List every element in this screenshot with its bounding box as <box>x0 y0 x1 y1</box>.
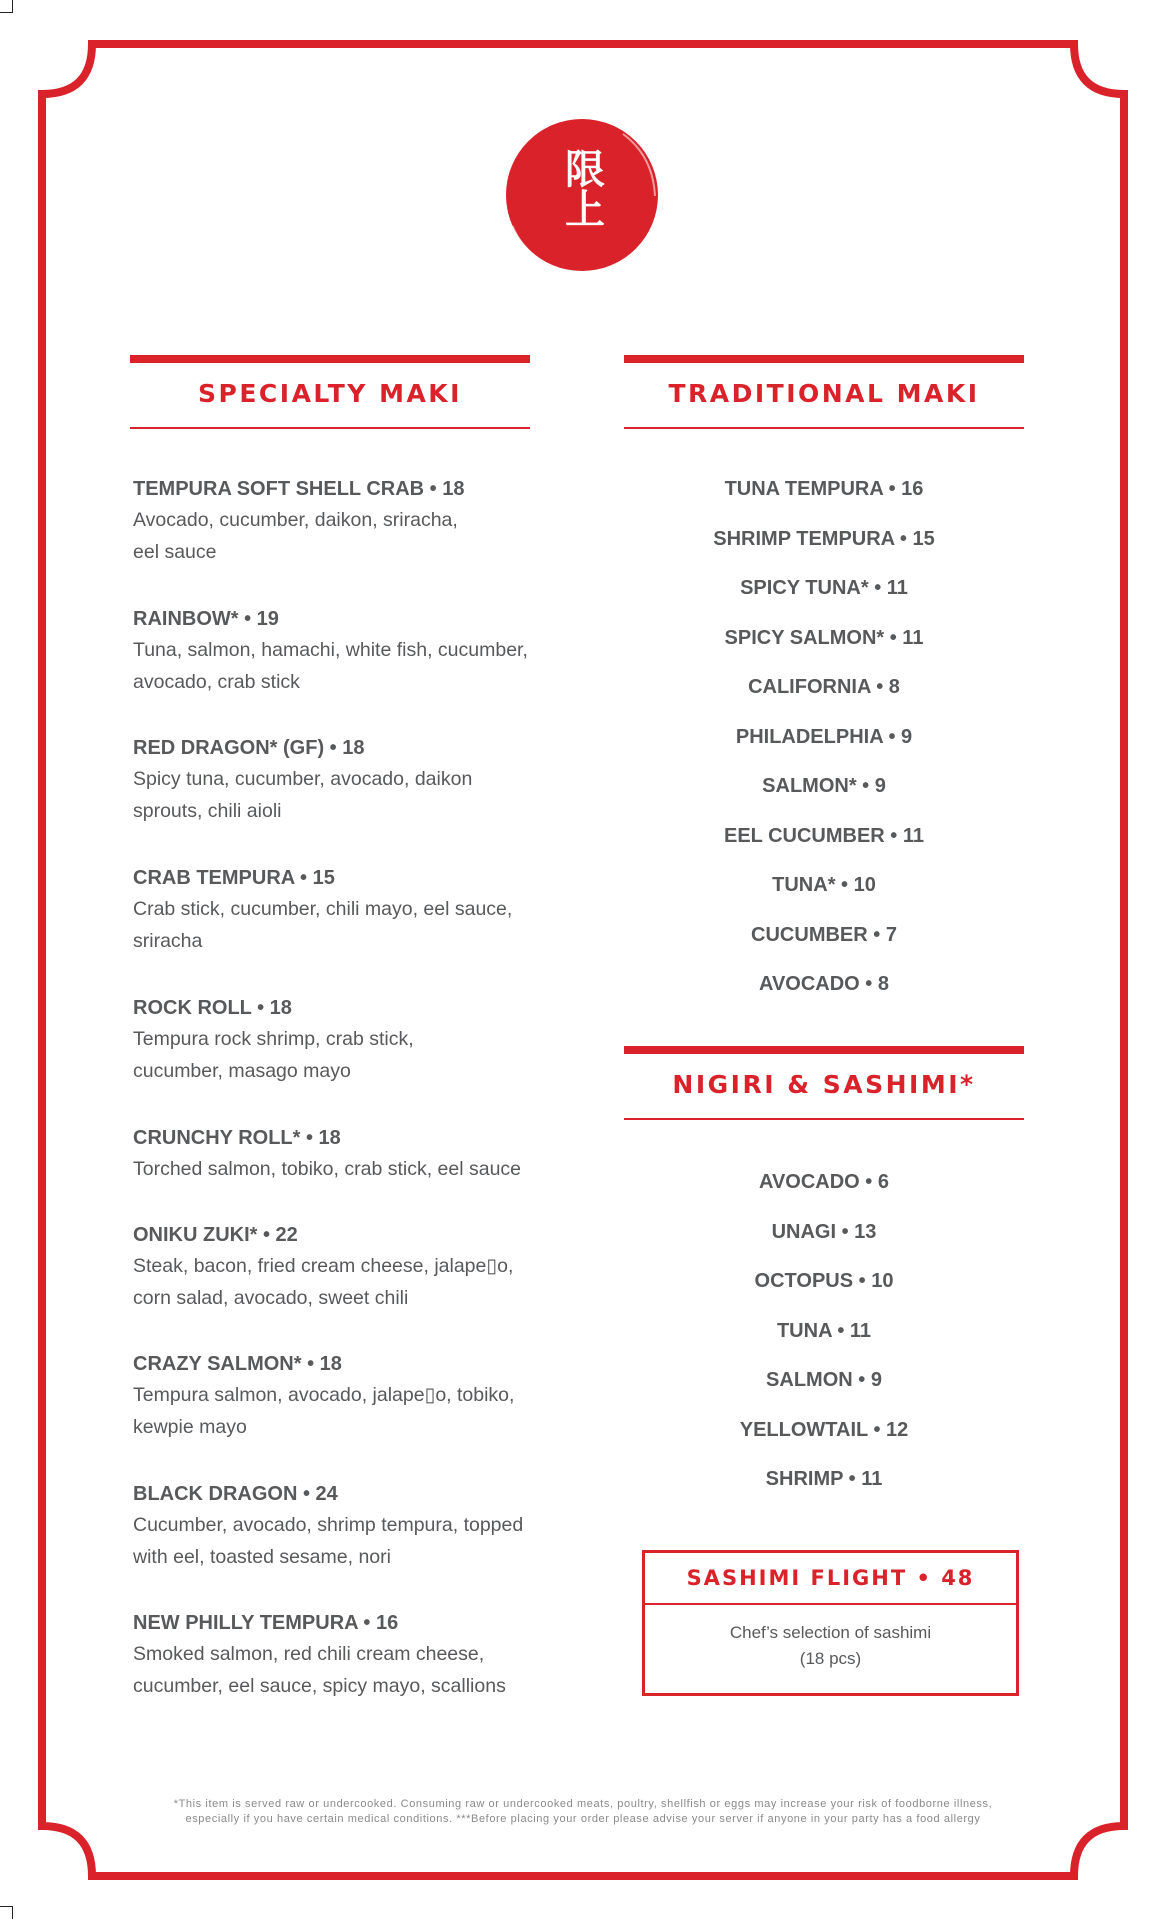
list-item <box>133 1481 593 1573</box>
list-item: CUCUMBER • 7 <box>751 924 897 946</box>
list-item: TUNA TEMPURA • 16 <box>724 478 924 500</box>
sashimi-flight-title: SASHIMI FLIGHT • 48 <box>645 1553 1016 1605</box>
list-item: SHRIMP TEMPURA • 15 <box>713 528 935 550</box>
item-name: NEW PHILLY TEMPURA • 16 <box>133 1612 399 1634</box>
list-item <box>133 1351 593 1443</box>
list-item <box>133 1125 593 1185</box>
list-item: EEL CUCUMBER • 11 <box>723 825 924 847</box>
list-item <box>133 865 593 957</box>
list-item: AVOCADO • 6 <box>759 1171 889 1193</box>
sashimi-flight-box <box>642 1550 1019 1696</box>
nigiri-sashimi-title: NIGIRI & SASHIMI* <box>672 1070 976 1099</box>
list-item: AVOCADO • 8 <box>759 973 889 995</box>
item-description: Tuna, salmon, hamachi, white fish, cucumber, avocado, crab stick <box>133 639 528 693</box>
list-item <box>133 606 593 698</box>
traditional-maki-title: TRADITIONAL MAKI <box>668 379 980 408</box>
list-item: SHRIMP • 11 <box>765 1468 883 1490</box>
list-item: OCTOPUS • 10 <box>754 1270 894 1292</box>
list-item: SALMON • 9 <box>766 1369 882 1391</box>
item-description: Smoked salmon, red chili cream cheese, cucumber, eel sauce, spicy mayo, scallions <box>133 1643 506 1697</box>
item-description: Spicy tuna, cucumber, avocado, daikon sprouts, chili aioli <box>133 768 473 822</box>
item-name: RED DRAGON* (GF) • 18 <box>133 737 365 759</box>
list-item: TUNA* • 10 <box>772 874 876 896</box>
list-item: YELLOWTAIL • 12 <box>739 1419 909 1441</box>
list-item <box>133 995 593 1087</box>
specialty-maki-list <box>133 0 603 1920</box>
list-item: SPICY SALMON* • 11 <box>724 627 924 649</box>
item-name: RAINBOW* • 19 <box>133 608 279 630</box>
item-name: BLACK DRAGON • 24 <box>133 1483 338 1505</box>
item-description: Steak, bacon, fried cream cheese, jalape▯o, corn salad, avocado, sweet chili <box>133 1255 514 1309</box>
sashimi-flight-description: Chef’s selection of sashimi (18 pcs) <box>729 1623 932 1668</box>
list-item: SALMON* • 9 <box>762 775 886 797</box>
item-name: CRUNCHY ROLL* • 18 <box>133 1127 341 1149</box>
list-item: CALIFORNIA • 8 <box>748 676 900 698</box>
list-item: TUNA • 11 <box>776 1320 872 1342</box>
list-item <box>133 476 593 568</box>
item-name: ROCK ROLL • 18 <box>133 997 292 1019</box>
raw-food-disclaimer: *This item is served raw or undercooked. Consuming raw or undercooked meats, poultry, shellfish or eggs may increase your risk of foodborne illness, especially if you have certain medical conditions. ***Before placing your order please advise your server if anyone in your party has a food allergy <box>173 1798 993 1825</box>
item-description: Tempura salmon, avocado, jalape▯o, tobiko, kewpie mayo <box>133 1384 515 1438</box>
item-name: CRAB TEMPURA • 15 <box>133 867 335 889</box>
list-item <box>133 1610 593 1702</box>
item-name: CRAZY SALMON* • 18 <box>133 1353 342 1375</box>
item-name: TEMPURA SOFT SHELL CRAB • 18 <box>133 478 465 500</box>
list-item: UNAGI • 13 <box>771 1221 877 1243</box>
list-item: SPICY TUNA* • 11 <box>740 577 908 599</box>
item-description: Avocado, cucumber, daikon, sriracha, eel sauce <box>133 509 458 563</box>
item-description: Tempura rock shrimp, crab stick, cucumber, masago mayo <box>133 1028 414 1082</box>
item-description: Cucumber, avocado, shrimp tempura, topped with eel, toasted sesame, nori <box>133 1514 524 1568</box>
item-name: ONIKU ZUKI* • 22 <box>133 1224 298 1246</box>
logo-glyphs: 限上 <box>558 148 606 228</box>
item-description: Torched salmon, tobiko, crab stick, eel sauce <box>133 1158 522 1180</box>
list-item <box>133 735 593 827</box>
item-description: Crab stick, cucumber, chili mayo, eel sauce, sriracha <box>133 898 513 952</box>
list-item <box>133 1222 593 1314</box>
list-item: PHILADELPHIA • 9 <box>735 726 913 748</box>
specialty-maki-title: SPECIALTY MAKI <box>198 379 462 408</box>
